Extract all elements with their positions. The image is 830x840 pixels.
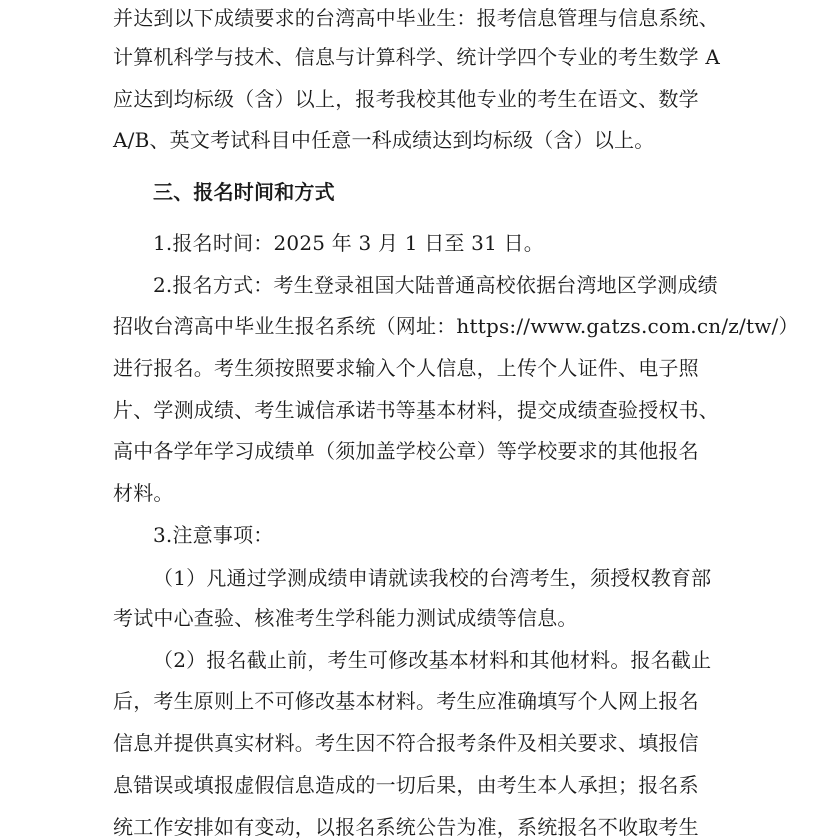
- paragraph-line: 后，考生原则上不可修改基本材料。考生应准确填写个人网上报名: [113, 689, 699, 713]
- paragraph-line: 片、学测成绩、考生诚信承诺书等基本材料，提交成绩查验授权书、: [113, 398, 719, 422]
- paragraph-line: 高中各学年学习成绩单（须加盖学校公章）等学校要求的其他报名: [113, 439, 699, 463]
- paragraph-line: 1.报名时间：2025 年 3 月 1 日至 31 日。: [153, 231, 544, 255]
- paragraph-line: 统工作安排如有变动，以报名系统公告为准，系统报名不收取考生: [113, 815, 699, 839]
- paragraph-line: 考试中心查验、核准考生学科能力测试成绩等信息。: [113, 606, 578, 630]
- paragraph-line: A/B、英文考试科目中任意一科成绩达到均标级（含）以上。: [113, 128, 655, 152]
- paragraph-line: 材料。: [113, 481, 174, 505]
- paragraph-line-with-url: 招收台湾高中毕业生报名系统（网址：https://www.gatzs.com.cn/z/tw/）: [113, 314, 799, 338]
- paragraph-line: 2.报名方式：考生登录祖国大陆普通高校依据台湾地区学测成绩: [153, 273, 718, 297]
- paragraph-line: 计算机科学与技术、信息与计算科学、统计学四个专业的考生数学 A: [113, 45, 721, 69]
- paragraph-line: 进行报名。考生须按照要求输入个人信息，上传个人证件、电子照: [113, 356, 699, 380]
- paragraph-line: 信息并提供真实材料。考生因不符合报考条件及相关要求、填报信: [113, 731, 699, 755]
- subsection-title: 3.注意事项：: [153, 523, 274, 547]
- paragraph-line: 并达到以下成绩要求的台湾高中毕业生：报考信息管理与信息系统、: [113, 6, 719, 30]
- paragraph-line: （1）凡通过学测成绩申请就读我校的台湾考生，须授权教育部: [153, 566, 712, 590]
- section-heading: 三、报名时间和方式: [153, 180, 335, 204]
- paragraph-line: 应达到均标级（含）以上，报考我校其他专业的考生在语文、数学: [113, 87, 699, 111]
- paragraph-line: （2）报名截止前，考生可修改基本材料和其他材料。报名截止: [153, 648, 712, 672]
- paragraph-line: 息错误或填报虚假信息造成的一切后果，由考生本人承担；报名系: [113, 773, 699, 797]
